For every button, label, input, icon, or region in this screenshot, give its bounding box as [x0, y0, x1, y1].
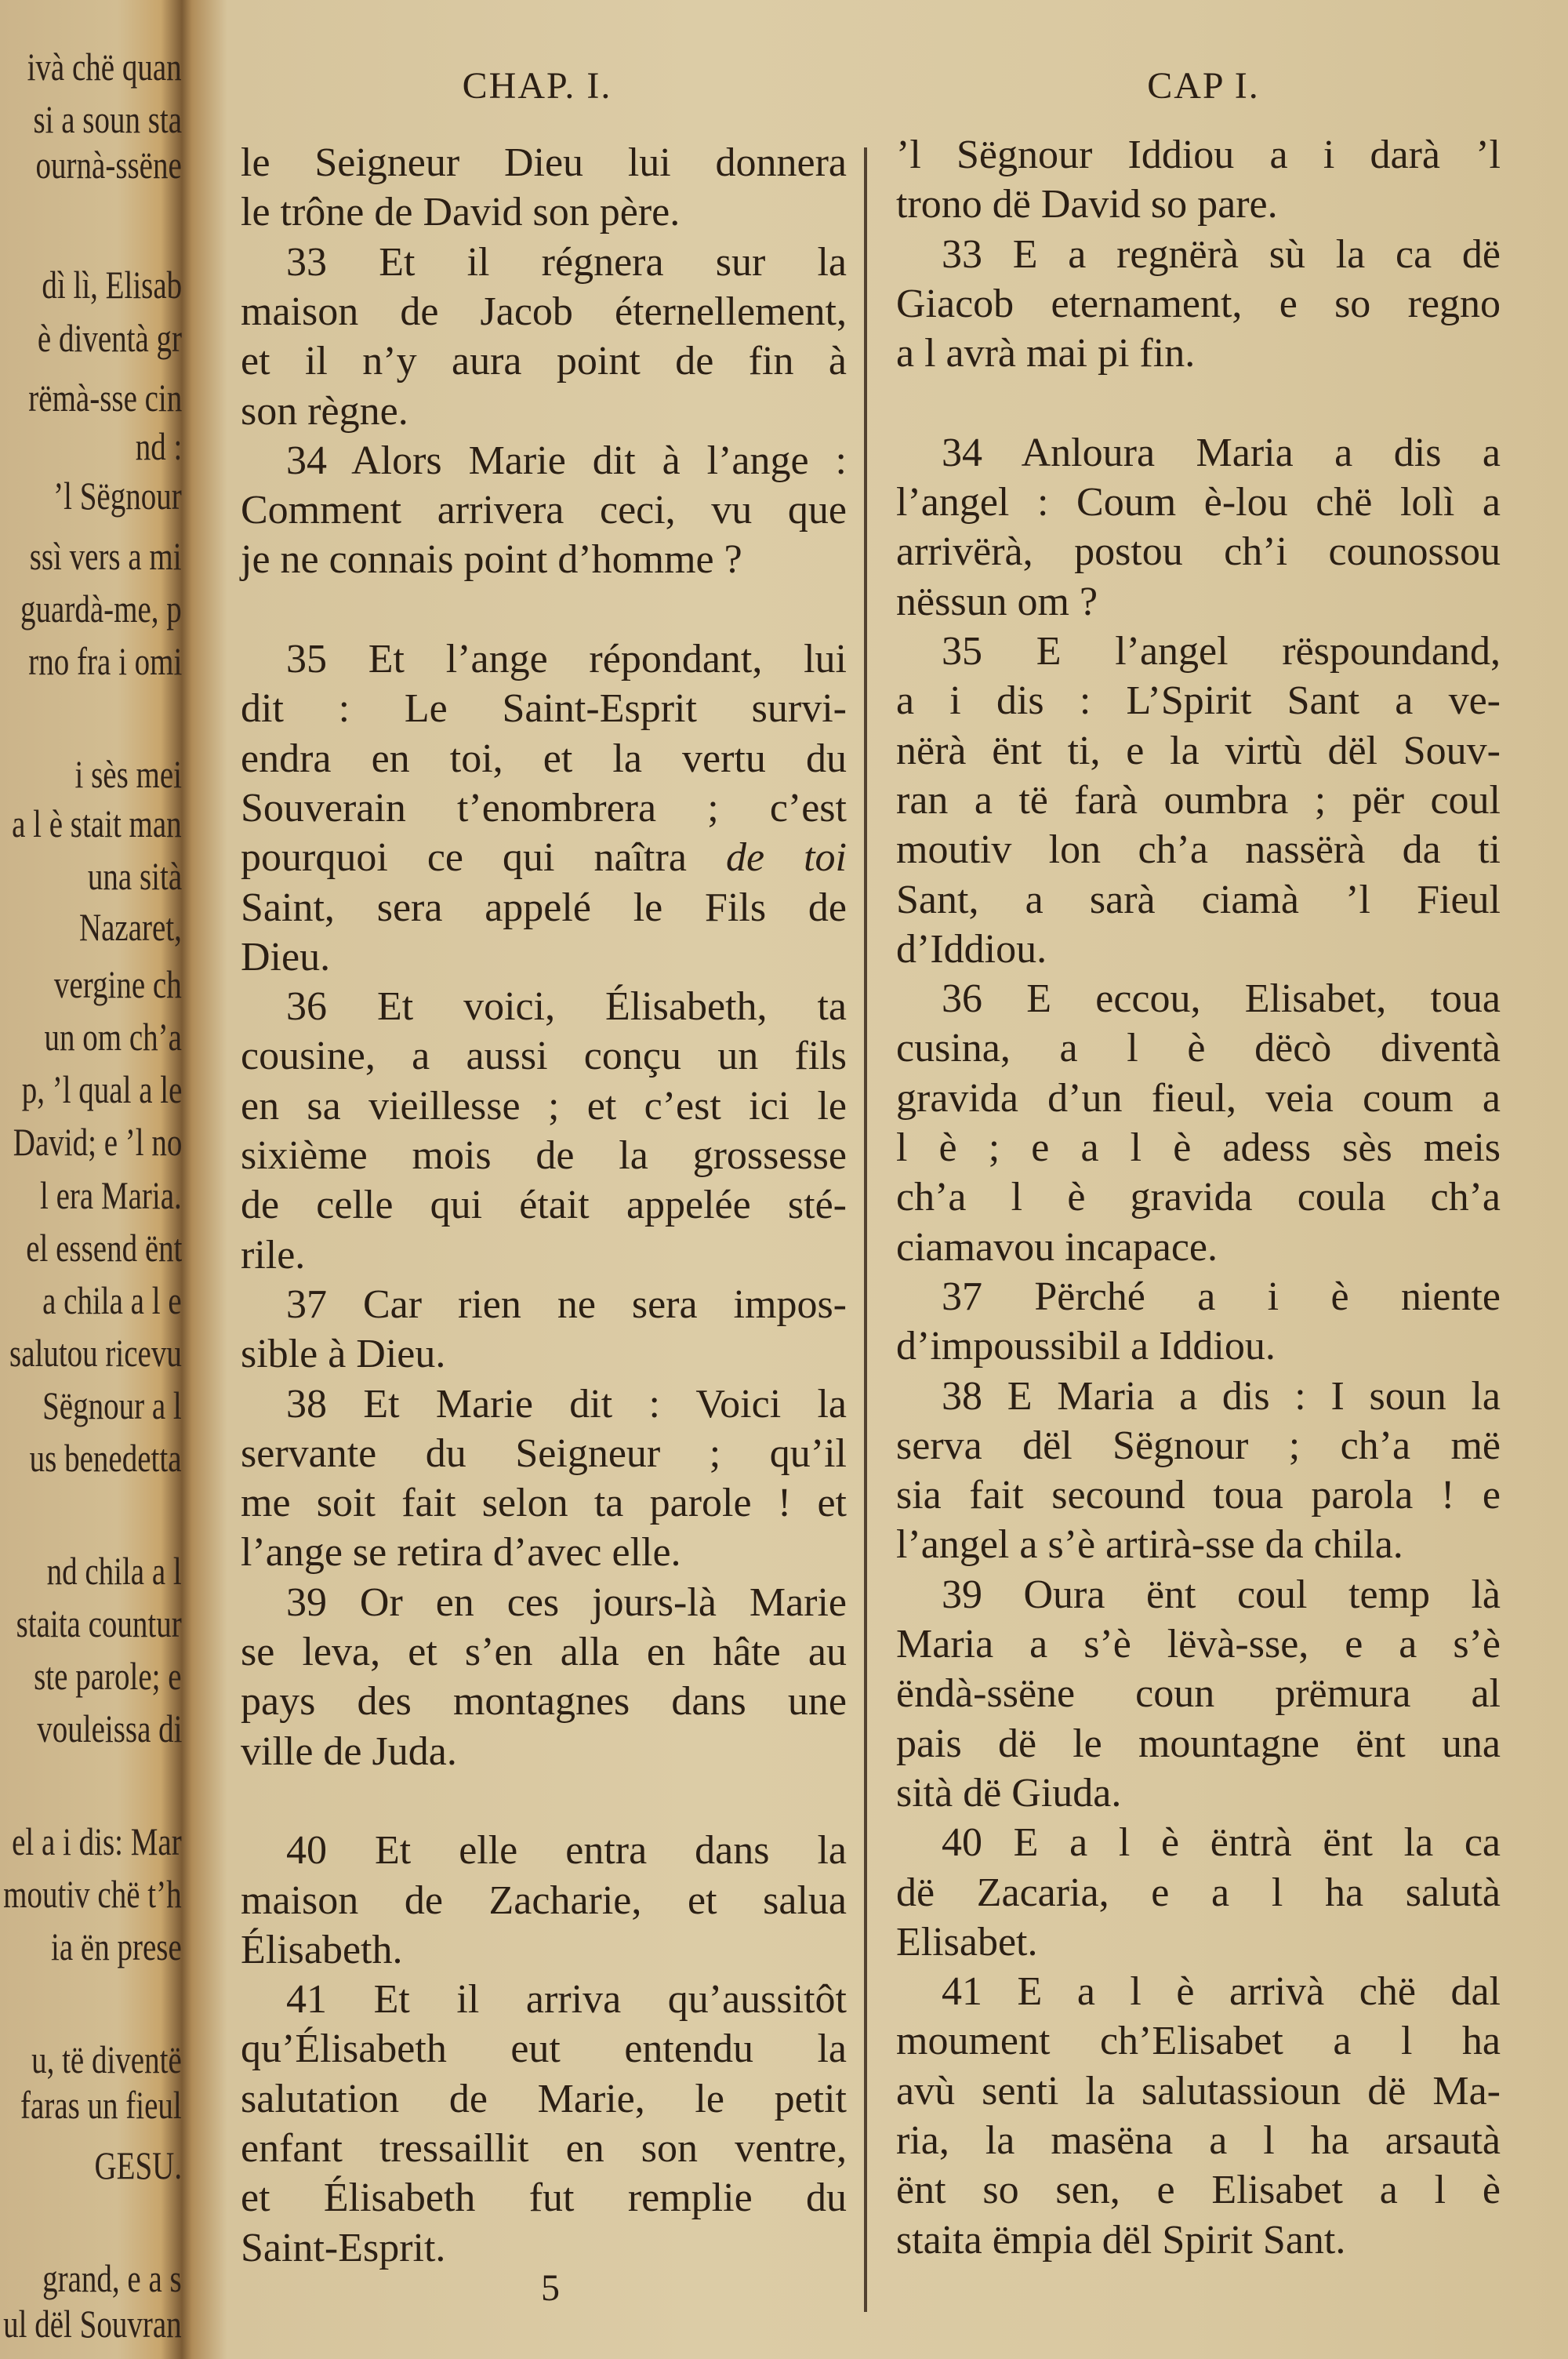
text-line	[241, 1826, 847, 1875]
line-text: pourquoi ce qui naîtra	[241, 835, 726, 881]
fragment-line: el a i dis: Mar	[12, 1819, 182, 1863]
line-text: son règne.	[241, 388, 408, 434]
text-line	[896, 1321, 1501, 1371]
line-text: je ne connais point d’homme ?	[241, 537, 742, 583]
text-line	[241, 2124, 847, 2173]
text-line	[241, 535, 847, 584]
line-text: arrivërà, postou ch’i counossou	[896, 529, 1501, 575]
line-text: 37 Përché a i è niente	[942, 1274, 1501, 1319]
line-text: ciamavou incapace.	[896, 1224, 1218, 1270]
facing-page-fragment	[0, 0, 182, 2359]
line-text: Saint-Esprit.	[241, 2225, 446, 2270]
text-line	[896, 925, 1501, 974]
line-text: ’l Sëgnour Iddiou a i darà ’l	[896, 133, 1501, 177]
line-text: nëssun om ?	[896, 579, 1098, 624]
fragment-line: una sità	[87, 854, 182, 898]
fragment-line: us benedetta	[30, 1436, 182, 1480]
text-line	[241, 238, 847, 287]
text-line	[896, 1669, 1501, 1718]
line-text: me soit fait selon ta parole ! et	[241, 1481, 847, 1526]
line-text: 33 Et il régnera sur la	[286, 239, 847, 285]
line-text: Giacob eternament, e so regno	[896, 281, 1501, 326]
fragment-line: David; e ’l no	[13, 1120, 182, 1164]
fragment-line: nd :	[135, 424, 182, 468]
text-line	[241, 1131, 847, 1180]
fragment-line: è diventà gr	[37, 316, 182, 360]
line-text: 36 Et voici, Élisabeth, ta	[286, 984, 847, 1030]
text-line	[896, 2215, 1501, 2265]
text-line	[241, 1031, 847, 1081]
line-text: Souverain t’enombrera ; c’est	[241, 785, 847, 831]
text-line	[896, 1470, 1501, 1520]
text-line	[241, 1627, 847, 1677]
line-text: 39 Oura ënt coul temp là	[942, 1572, 1501, 1617]
text-line	[896, 1023, 1501, 1073]
fragment-line: un om ch’a	[44, 1015, 182, 1059]
line-text: sità dë Giuda.	[896, 1770, 1122, 1816]
line-text: gravida d’un fieul, veia coum a	[896, 1075, 1501, 1121]
text-line	[241, 1081, 847, 1131]
text-line	[896, 974, 1501, 1023]
text-line	[241, 1578, 847, 1627]
fragment-line: guardà-me, p	[20, 587, 182, 631]
line-text: 39 Or en ces jours-là Marie	[286, 1579, 847, 1625]
text-line	[896, 2066, 1501, 2116]
text-line	[896, 1768, 1501, 1818]
line-text: Saint, sera appelé le Fils de	[241, 885, 847, 930]
text-line	[896, 1719, 1501, 1768]
line-text: Dieu.	[241, 934, 331, 980]
text-line	[896, 577, 1501, 627]
text-line	[896, 726, 1501, 776]
line-text: servante du Seigneur ; qu’il	[241, 1430, 847, 1476]
line-text: 41 Et il arriva qu’aussitôt	[286, 1977, 847, 2023]
line-text: maison de Zacharie, et salua	[241, 1877, 847, 1923]
line-text: ch’a l è gravida coula ch’a	[896, 1175, 1501, 1220]
text-line	[241, 1478, 847, 1528]
line-text: 40 Et elle entra dans la	[286, 1828, 847, 1874]
line-text: a l avrà mai pi fin.	[896, 331, 1196, 376]
text-line	[241, 585, 847, 634]
text-line	[896, 1223, 1501, 1272]
fragment-line: i sès mei	[74, 752, 182, 796]
fragment-line: vouleissa di	[36, 1707, 182, 1750]
line-text: l è ; e a l è adess sès meis	[896, 1125, 1501, 1170]
fragment-line: u, të diventë	[31, 2037, 182, 2081]
text-line	[241, 287, 847, 336]
text-line	[241, 1776, 847, 1826]
line-text: dë Zacaria, e a l ha salutà	[896, 1870, 1501, 1915]
text-line	[241, 436, 847, 485]
line-text: 37 Car rien ne sera impos-	[286, 1281, 847, 1327]
line-text: endra en toi, et la vertu du	[241, 736, 847, 781]
fragment-line: ste parole; e	[34, 1654, 182, 1698]
text-line	[896, 1372, 1501, 1421]
page-number: 5	[541, 2267, 560, 2309]
fragment-line: grand, e a s	[42, 2256, 182, 2300]
line-text: de celle qui était appelée sté-	[241, 1183, 847, 1228]
text-line	[241, 336, 847, 386]
text-line	[896, 279, 1501, 329]
text-line	[896, 379, 1501, 428]
text-line	[241, 2223, 847, 2273]
text-line	[241, 1727, 847, 1776]
text-line	[241, 1230, 847, 1280]
text-line	[896, 776, 1501, 825]
text-line	[896, 875, 1501, 925]
fragment-line: Sëgnour a l	[42, 1383, 182, 1427]
line-text: maison de Jacob éternellement,	[241, 289, 847, 334]
line-text: 36 E eccou, Elisabet, toua	[942, 976, 1501, 1022]
line-text: d’Iddiou.	[896, 926, 1047, 972]
line-text: l’ange se retira d’avec elle.	[241, 1530, 681, 1576]
text-line	[896, 428, 1501, 478]
fragment-line: ul dël Souvran	[3, 2302, 182, 2346]
text-line	[241, 2024, 847, 2074]
fragment-line: si a soun sta	[33, 97, 182, 141]
text-line	[896, 676, 1501, 725]
fragment-line: moutiv chë t’h	[3, 1872, 182, 1916]
line-text: qu’Élisabeth eut entendu la	[241, 2026, 847, 2072]
line-text: 41 E a l è arrivà chë dal	[942, 1969, 1501, 2015]
line-text: nërà ënt ti, e la virtù dël Souv-	[896, 728, 1501, 773]
line-text: Comment arrivera ceci, vu que	[241, 488, 847, 533]
fragment-line: rno fra i omi	[27, 639, 182, 683]
text-line	[241, 1379, 847, 1429]
text-line	[896, 1917, 1501, 1967]
text-line	[896, 1421, 1501, 1470]
line-text: cousine, a aussi conçu un fils	[241, 1034, 847, 1079]
text-line	[241, 485, 847, 535]
italic-text: de toi	[725, 835, 847, 881]
text-line	[241, 2074, 847, 2124]
line-text: a i dis : L’Spirit Sant a ve-	[896, 678, 1501, 724]
text-line	[896, 1967, 1501, 2016]
text-line	[241, 1429, 847, 1478]
line-text: ran a të farà oumbra ; për coul	[896, 777, 1501, 823]
column-divider	[864, 147, 867, 2312]
fragment-line: staita countur	[16, 1601, 182, 1645]
text-line	[241, 387, 847, 436]
text-line	[896, 1123, 1501, 1172]
fragment-line: p, ’l qual a le	[21, 1067, 182, 1111]
text-line	[241, 1876, 847, 1925]
line-text: sible à Dieu.	[241, 1332, 446, 1377]
text-line	[241, 833, 847, 882]
line-text: 38 Et Marie dit : Voici la	[286, 1381, 847, 1427]
text-line	[896, 2165, 1501, 2215]
fragment-line: ournà-ssëne	[35, 143, 182, 187]
line-text: ville de Juda.	[241, 1728, 457, 1774]
line-text: l’angel : Coum è-lou chë lolì a	[896, 480, 1501, 525]
fragment-line: a chila a l e	[42, 1278, 182, 1322]
line-text: et il n’y aura point de fin à	[241, 339, 847, 384]
text-line	[896, 2116, 1501, 2165]
line-text: ënt so sen, e Elisabet a l è	[896, 2168, 1501, 2213]
line-text: trono dë David so pare.	[896, 182, 1278, 227]
line-text: d’impoussibil a Iddiou.	[896, 1324, 1276, 1369]
text-line	[896, 1818, 1501, 1867]
line-text: se leva, et s’en alla en hâte au	[241, 1630, 847, 1674]
text-line	[896, 527, 1501, 576]
text-line	[241, 1329, 847, 1379]
text-line	[241, 1180, 847, 1230]
text-line	[896, 1520, 1501, 1569]
text-line	[896, 230, 1501, 279]
line-text: 40 E a l è ëntrà ënt la ca	[942, 1820, 1501, 1866]
text-line	[241, 982, 847, 1031]
line-text: Maria a s’è lëvà-sse, e a s’è	[896, 1622, 1501, 1667]
text-line	[896, 1619, 1501, 1669]
fragment-line: ’l Sëgnour	[53, 474, 182, 518]
fragment-line: salutou ricevu	[9, 1331, 182, 1375]
line-text: staita ëmpia dël Spirit Sant.	[896, 2217, 1346, 2263]
fragment-line: ivà chë quan	[27, 45, 182, 89]
fragment-line: ssì vers a mi	[30, 534, 182, 578]
text-line	[896, 478, 1501, 527]
line-text: avù senti la salutassioun dë Ma-	[896, 2068, 1501, 2114]
line-text: 35 E l’angel rëspoundand,	[942, 629, 1501, 674]
line-text: moument ch’Elisabet a l ha	[896, 2019, 1501, 2064]
text-line	[241, 1528, 847, 1577]
line-text: l’angel a s’è artirà-sse da chila.	[896, 1522, 1403, 1568]
text-line	[241, 1975, 847, 2024]
chapter-header-occitan: CAP I.	[1147, 65, 1260, 107]
text-line	[241, 634, 847, 684]
fragment-line: dì lì, Elisab	[42, 263, 182, 307]
text-line	[241, 783, 847, 833]
text-line	[896, 1868, 1501, 1917]
fragment-line: a l è stait man	[12, 801, 182, 845]
line-text: le Seigneur Dieu lui donnera	[241, 140, 847, 185]
fragment-line: vergine ch	[54, 962, 182, 1006]
line-text: 35 Et l’ange répondant, lui	[286, 637, 847, 682]
text-line	[241, 883, 847, 932]
line-text: 33 E a regnërà sù la ca dë	[942, 231, 1501, 277]
line-text: ria, la masëna a l ha arsautà	[896, 2118, 1501, 2163]
text-line	[896, 627, 1501, 676]
line-text: et Élisabeth fut remplie du	[241, 2175, 847, 2221]
fragment-line: faras un fieul	[20, 2083, 182, 2127]
line-text: serva dël Sëgnour ; ch’a më	[896, 1423, 1501, 1468]
line-text: en sa vieillesse ; et c’est ici le	[241, 1083, 847, 1129]
text-line	[241, 187, 847, 237]
text-line	[896, 1074, 1501, 1123]
fragment-line: Nazaret,	[79, 905, 182, 949]
fragment-line: el essend ënt	[25, 1226, 182, 1270]
line-text: moutiv lon ch’a nassërà da ti	[896, 827, 1501, 873]
text-line	[896, 1272, 1501, 1321]
line-text: pays des montagnes dans une	[241, 1679, 847, 1725]
text-line	[241, 1280, 847, 1329]
text-line	[241, 1925, 847, 1975]
fragment-line: nd chila a l	[46, 1549, 182, 1593]
line-text: sixième mois de la grossesse	[241, 1133, 847, 1178]
line-text: rile.	[241, 1232, 306, 1278]
text-line	[241, 138, 847, 187]
text-line	[241, 684, 847, 733]
text-line	[896, 329, 1501, 378]
text-line	[896, 2016, 1501, 2066]
text-line	[896, 130, 1501, 180]
text-line	[896, 1172, 1501, 1222]
line-text: enfant tressaillit en son ventre,	[241, 2126, 847, 2171]
text-line	[896, 180, 1501, 229]
line-text: dit : Le Saint-Esprit survi-	[241, 686, 847, 732]
fragment-line: GESU.	[94, 2143, 182, 2187]
line-text: Élisabeth.	[241, 1927, 403, 1972]
line-text: pais dë le mountagne ënt una	[896, 1721, 1501, 1766]
text-line	[241, 1677, 847, 1726]
fragment-line: l era Maria.	[40, 1173, 182, 1217]
line-text: cusina, a l è dëcò diventà	[896, 1026, 1501, 1071]
fragment-line: ia ën prese	[51, 1925, 182, 1968]
line-text: sia fait secound toua parola ! e	[896, 1473, 1501, 1518]
line-text: ëndà-ssëne coun prëmura al	[896, 1671, 1501, 1717]
line-text: 34 Alors Marie dit à l’ange :	[286, 438, 847, 483]
line-text: salutation de Marie, le petit	[241, 2076, 847, 2121]
text-line	[896, 1570, 1501, 1619]
text-line	[896, 825, 1501, 874]
line-text: 38 E Maria a dis : I soun la	[942, 1373, 1501, 1419]
text-line	[241, 932, 847, 982]
line-text: 34 Anloura Maria a dis a	[942, 430, 1501, 475]
text-line	[241, 2173, 847, 2223]
text-line	[241, 734, 847, 783]
line-text: Elisabet.	[896, 1919, 1038, 1965]
line-text: le trône de David son père.	[241, 190, 681, 235]
fragment-line: rëmà-sse cin	[28, 376, 182, 420]
line-text: Sant, a sarà ciamà ’l Fieul	[896, 877, 1501, 922]
chapter-header-french: CHAP. I.	[462, 65, 612, 107]
